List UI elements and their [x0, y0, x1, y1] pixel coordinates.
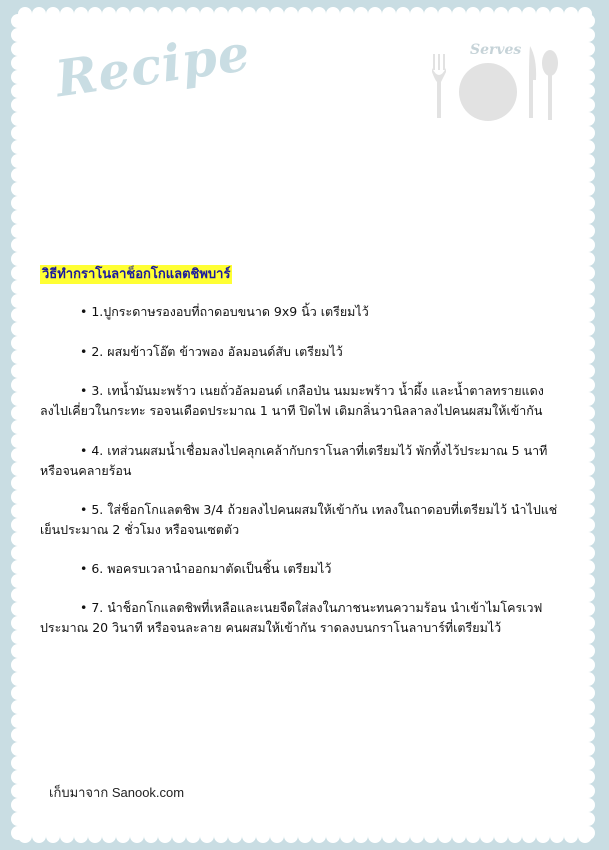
fork-icon [432, 54, 450, 120]
recipe-logo: Recipe [52, 22, 254, 109]
serves-label: Serves [470, 42, 522, 58]
recipe-card [18, 14, 588, 836]
source-credit: เก็บมาจาก Sanook.com [49, 785, 185, 800]
step-1: • 1.ปูกระดาษรองอบที่ถาดอบขนาด 9x9 นิ้ว เตรียมไว้ [80, 304, 369, 319]
knife-icon [526, 46, 538, 120]
plate-icon [458, 62, 518, 122]
step-5: • 5. ใส่ช็อกโกแลตชิพ 3/4 ถ้วยลงไปคนผสมให้เข้ากัน เทลงในถาดอบที่เตรียมไว้ นำไปแช่เย็นประมาณ 2 ชั่วโมง หรือจนเซตตัว [40, 502, 558, 537]
spoon-icon [540, 50, 560, 122]
step-2: • 2. ผสมข้าวโอ๊ต ข้าวพอง อัลมอนด์สับ เตรียมไว้ [80, 344, 343, 359]
step-6: • 6. พอครบเวลานำออกมาตัดเป็นชิ้น เตรียมไว้ [80, 561, 332, 576]
recipe-title: วิธีทำกราโนลาช็อกโกแลตชิพบาร์ [42, 267, 231, 282]
step-3: • 3. เทน้ำมันมะพร้าว เนยถั่วอัลมอนด์ เกลือป่น นมมะพร้าว น้ำผึ้ง และน้ำตาลทรายแดง ลงไปเคี่ยวในกระทะ รอจนเดือดประมาณ 1 นาที ปิดไฟ เติมกลิ่นวานิลลาลงไปคนผสมให้เข้ากัน [40, 383, 544, 418]
recipe-title-wrap [40, 263, 232, 284]
step-7: • 7. นำช็อกโกแลตชิพที่เหลือและเนยจืดใส่ลงในภาชนะทนความร้อน นำเข้าไมโครเวฟประมาณ 20 วินาที หรือจนละลาย คนผสมให้เข้ากัน ราดลงบนกราโนลาบาร์ที่เตรียมไว้ [40, 600, 543, 635]
step-4: • 4. เทส่วนผสมน้ำเชื่อมลงไปคลุกเคล้ากับกราโนลาที่เตรียมไว้ พักทิ้งไว้ประมาณ 5 นาที หรือจนคลายร้อน [40, 443, 548, 478]
